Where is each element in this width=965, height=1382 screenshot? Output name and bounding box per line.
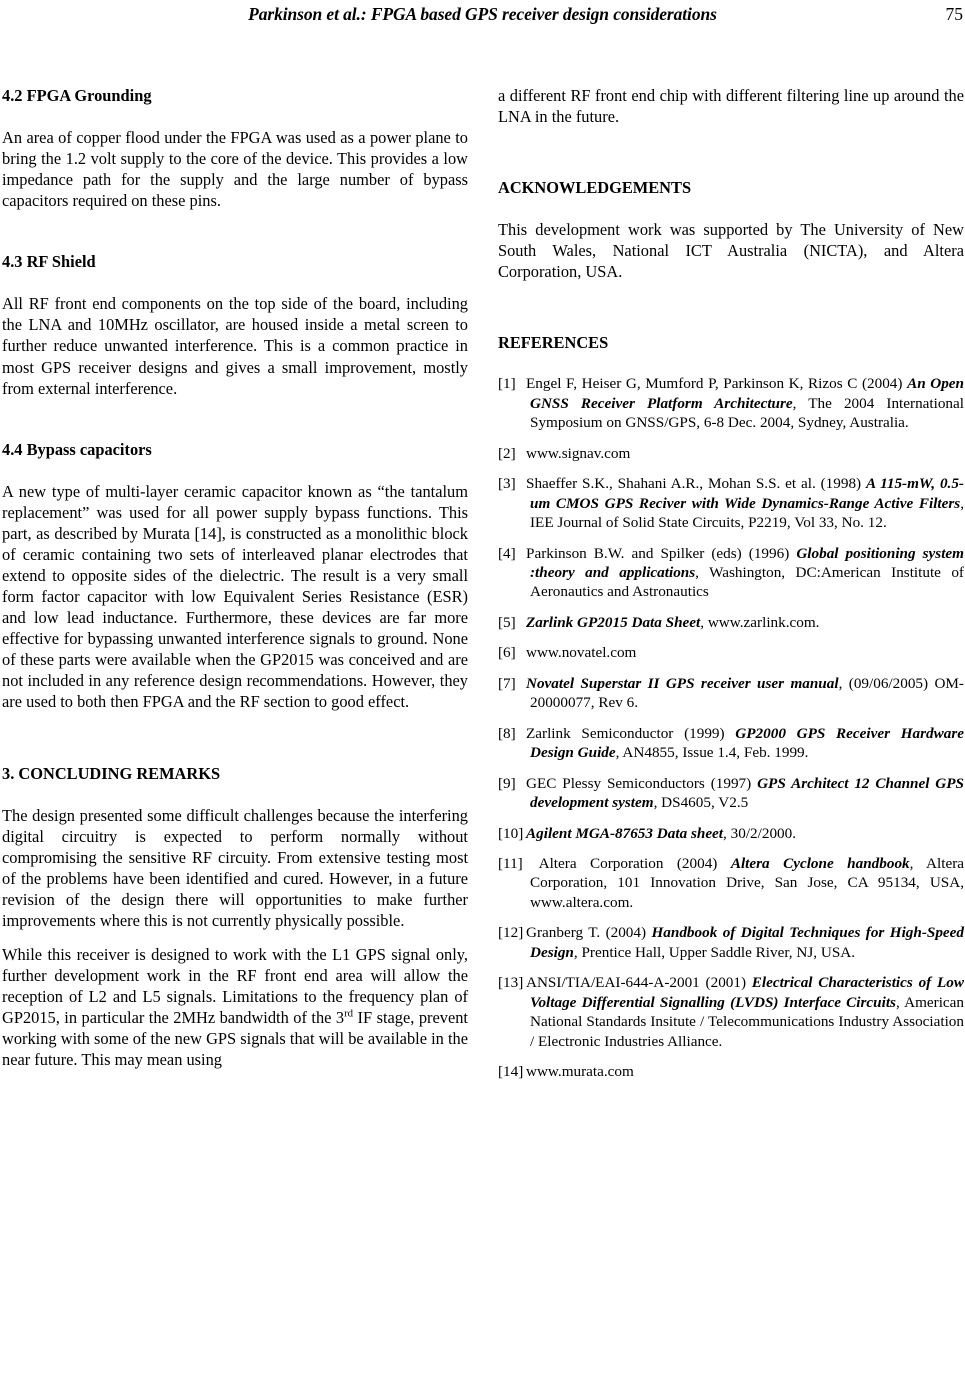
reference-number: [6] xyxy=(498,644,516,662)
reference-title: A 115-mW, 0.5-um CMOS GPS Reciver with Wide Dynamics-Range Active Filters xyxy=(530,475,964,512)
paragraph-continued-from-left: a different RF front end chip with different filtering line up around the LNA in the future. xyxy=(498,86,964,127)
reference-number: [13] xyxy=(498,974,524,992)
section-heading-3-concluding-remarks: 3. CONCLUDING REMARKS xyxy=(2,763,221,783)
reference-item-4 xyxy=(498,544,964,602)
reference-pre-text: Engel F, Heiser G, Mumford P, Parkinson K, Rizos C (2004) xyxy=(526,375,908,393)
right-column xyxy=(498,85,964,1375)
reference-post-text: , Altera Corporation, 101 Innovation Drive, San Jose, CA 95134, USA, www.altera.com. xyxy=(530,855,965,911)
reference-number: [1] xyxy=(498,375,516,393)
paragraph-rf-shield: All RF front end components on the top side of the board, including the LNA and 10MHz oscillator, are housed inside a metal screen to further reduce unwanted interference. This is a common practice in most GPS receiver designs and gives a small improvement, mostly from external interference. xyxy=(2,294,468,398)
reference-item-8 xyxy=(498,724,964,763)
reference-item-14 xyxy=(498,1062,964,1081)
reference-title: Global positioning system :theory and applications xyxy=(530,544,964,582)
reference-title: Altera Cyclone handbook xyxy=(730,855,910,872)
reference-pre-text: www.murata.com xyxy=(526,1063,634,1081)
reference-post-text: , IEE Journal of Solid State Circuits, P2219, Vol 33, No. 12. xyxy=(530,494,964,532)
section-heading-4-2: 4.2 FPGA Grounding xyxy=(2,86,152,105)
reference-number: [2] xyxy=(498,444,516,462)
reference-pre-text: ANSI/TIA/EAI-644-A-2001 (2001) xyxy=(526,974,752,992)
spacer xyxy=(2,713,468,763)
reference-item-6 xyxy=(498,643,964,662)
spacer xyxy=(2,106,468,127)
paragraph-acknowledgements: This development work was supported by The University of New South Wales, National ICT Australia (NICTA), and Altera Corporation, USA. xyxy=(498,220,964,282)
reference-title: An Open GNSS Receiver Platform Architecture xyxy=(530,375,964,412)
reference-pre-text: Shaeffer S.K., Shahani A.R., Mohan S.S. et al. (1998) xyxy=(526,475,866,493)
reference-number: [4] xyxy=(498,544,516,562)
spacer xyxy=(2,272,468,293)
paragraph-future-work xyxy=(2,944,468,1070)
reference-pre-text: www.novatel.com xyxy=(526,644,637,662)
spacer xyxy=(498,198,964,219)
reference-item-9 xyxy=(498,774,964,813)
reference-item-1 xyxy=(498,374,964,432)
paragraph-bypass-capacitors: A new type of multi-layer ceramic capacitor known as “the tantalum replacement” was used for all power supply bypass functions. This part, as described by Murata [14], is constructed as a monolithic block of ceramic containing two sets of interleaved planar electrodes that extend to opposite sides of the dielectric. The result is a very small form factor capacitor with low Equivalent Series Resistance (ESR) and low lead inductance. Furthermore, these devices are far more effective for bypassing unwanted interference signals to ground. None of these parts were available when the GP2015 was conceived and are not included in any reference design recommendations. However, they are used to both then FPGA and the RF section to good effect. xyxy=(2,481,468,712)
reference-title: Novatel Superstar II GPS receiver user manual xyxy=(526,674,839,692)
reference-item-2 xyxy=(498,444,964,463)
spacer xyxy=(2,460,468,481)
reference-number: [10] xyxy=(498,824,524,842)
reference-item-12 xyxy=(498,923,964,962)
reference-post-text: , Prentice Hall, Upper Saddle River, NJ, USA. xyxy=(573,943,856,961)
future-work-text-after: IF stage, prevent working with some of the new GPS signals that will be available in the near future. This may mean using xyxy=(2,1008,468,1070)
reference-number: [5] xyxy=(498,613,516,631)
reference-pre-text: Parkinson B.W. and Spilker (eds) (1996) xyxy=(526,544,797,562)
reference-item-11 xyxy=(498,854,964,912)
reference-post-text: , Washington, DC:American Institute of Aeronautics and Astronautics xyxy=(530,564,964,601)
two-column-body xyxy=(2,85,963,1375)
section-heading-references: REFERENCES xyxy=(498,333,609,353)
spacer xyxy=(2,399,468,439)
reference-pre-text: www.signav.com xyxy=(526,444,631,462)
spacer xyxy=(2,211,468,251)
reference-item-13 xyxy=(498,973,964,1051)
spacer xyxy=(498,353,964,374)
section-heading-4-3: 4.3 RF Shield xyxy=(2,252,96,272)
spacer xyxy=(2,784,468,805)
reference-title: GPS Architect 12 Channel GPS development system xyxy=(530,774,965,812)
reference-pre-text: Altera Corporation (2004) xyxy=(526,855,731,872)
section-heading-4-4: 4.4 Bypass capacitors xyxy=(2,439,152,459)
reference-post-text: , DS4605, V2.5 xyxy=(653,794,749,812)
reference-item-5 xyxy=(498,613,964,632)
section-heading-acknowledgements: ACKNOWLEDGEMENTS xyxy=(498,178,692,198)
reference-post-text: , American National Standards Insitute / Telecommunications Industry Association / Electronic Industries Alliance. xyxy=(530,993,964,1050)
reference-post-text: , AN4855, Issue 1.4, Feb. 1999. xyxy=(615,744,809,762)
running-header xyxy=(2,4,963,30)
reference-pre-text: Granberg T. (2004) xyxy=(526,924,652,942)
spacer xyxy=(498,127,964,177)
reference-item-3 xyxy=(498,474,964,532)
reference-number: [8] xyxy=(498,724,516,742)
reference-post-text: , 30/2/2000. xyxy=(723,824,797,842)
reference-pre-text: Zarlink Semiconductor (1999) xyxy=(526,724,736,742)
reference-post-text: , www.zarlink.com. xyxy=(700,613,820,631)
spacer xyxy=(2,931,468,944)
spacer xyxy=(498,282,964,332)
reference-pre-text: GEC Plessy Semiconductors (1997) xyxy=(526,774,758,792)
future-work-text-before: While this receiver is designed to work with the L1 GPS signal only, further development work in the RF front end area will allow the reception of L2 and L5 signals. Limitations to the frequency plan of GP2015, in particular the 2MHz bandwidth of the 3 xyxy=(2,945,468,1028)
reference-list xyxy=(498,374,964,1081)
running-header-title: Parkinson et al.: FPGA based GPS receiver design considerations xyxy=(248,4,717,24)
ordinal-suffix: rd xyxy=(344,1007,354,1020)
left-column xyxy=(2,85,468,1375)
reference-title: GP2000 GPS Receiver Hardware Design Guide xyxy=(530,724,965,762)
paragraph-concluding-remarks: The design presented some difficult challenges because the interfering digital circuitry is expected to perform normally without compromising the sensitive RF circuity. From extensive testing most of the problems have been identified and cured. However, in a future revision of the design there will opportunities to make further improvements where this is not currently physically possible. xyxy=(2,805,468,930)
reference-title: Zarlink GP2015 Data Sheet xyxy=(526,613,701,631)
reference-item-7 xyxy=(498,674,964,713)
reference-title: Handbook of Digital Techniques for High-Speed Design xyxy=(530,924,965,961)
reference-post-text: , (09/06/2005) OM-20000077, Rev 6. xyxy=(530,674,964,712)
reference-number: [7] xyxy=(498,674,516,692)
reference-number: [14] xyxy=(498,1063,524,1081)
paragraph-fpga-grounding: An area of copper flood under the FPGA was used as a power plane to bring the 1.2 volt supply to the core of the device. This provides a low impedance path for the supply and the large number of bypass capacitors required on these pins. xyxy=(2,128,468,211)
reference-title: Electrical Characteristics of Low Voltage Differential Signalling (LVDS) Interface Circuits xyxy=(530,974,964,1011)
reference-title: Agilent MGA-87653 Data sheet xyxy=(526,824,724,842)
reference-item-10 xyxy=(498,824,964,843)
reference-number: [9] xyxy=(498,774,516,792)
reference-number: [12] xyxy=(498,924,524,942)
reference-number: [11] xyxy=(498,855,523,872)
reference-number: [3] xyxy=(498,475,516,493)
page-number: 75 xyxy=(945,4,963,24)
reference-post-text: , The 2004 International Symposium on GNSS/GPS, 6-8 Dec. 2004, Sydney, Australia. xyxy=(530,394,964,432)
